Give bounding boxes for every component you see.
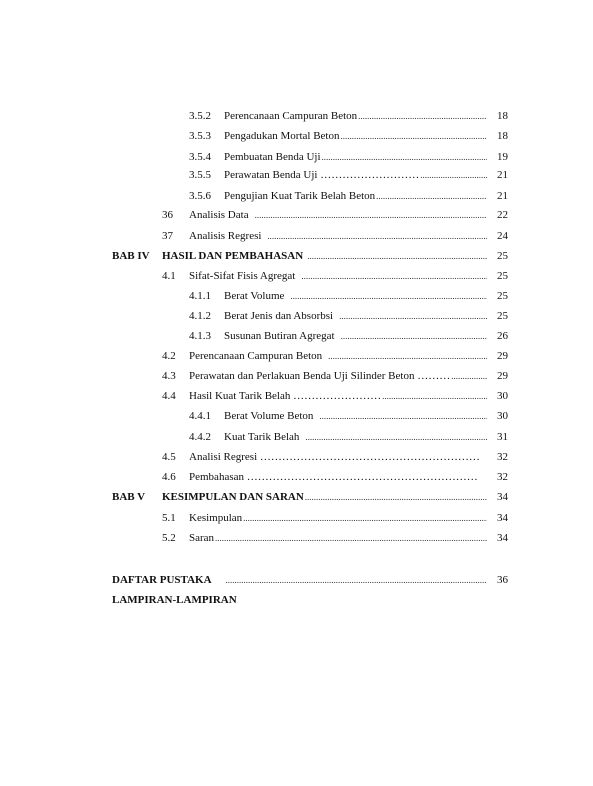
entry-number: 4.6 xyxy=(162,471,176,483)
entry-number: 4.1.2 xyxy=(189,310,211,322)
toc-chapter xyxy=(112,594,487,610)
entry-title: Pembuatan Benda Uji xyxy=(224,151,321,163)
entry-number: 4.1.1 xyxy=(189,290,211,302)
entry-title: Analisi Regresi …………………………………………………… xyxy=(189,451,480,463)
toc-entry xyxy=(189,151,487,167)
leader-dots xyxy=(267,231,487,241)
leader-dots xyxy=(322,152,487,162)
entry-title: Kesimpulan xyxy=(189,512,243,524)
toc-entry xyxy=(162,350,487,366)
entry-title: Perencanaan Campuran Beton xyxy=(189,350,323,362)
entry-title: Perawatan dan Perlakuan Benda Uji Silinder Beton ……… xyxy=(189,370,451,382)
entry-title: Sifat-Sifat Fisis Agregat xyxy=(189,270,296,282)
entry-title: Analisis Regresi xyxy=(189,230,262,242)
leader-dots xyxy=(339,311,487,321)
chapter-title: KESIMPULAN DAN SARAN xyxy=(162,491,304,503)
entry-number: 4.2 xyxy=(162,350,176,362)
toc-chapter xyxy=(112,250,487,266)
entry-page: 21 xyxy=(497,190,508,202)
toc-entry xyxy=(162,390,487,406)
entry-page: 31 xyxy=(497,431,508,443)
entry-page: 21 xyxy=(497,169,508,181)
entry-number: 5.1 xyxy=(162,512,176,524)
entry-page: 32 xyxy=(497,471,508,483)
leader-dots xyxy=(328,351,487,361)
entry-number: 3.5.3 xyxy=(189,130,211,142)
entry-page: 18 xyxy=(497,130,508,142)
leader-dots xyxy=(215,533,487,543)
chapter-title: HASIL DAN PEMBAHASAN xyxy=(162,250,304,262)
leader-dots xyxy=(341,331,487,341)
leader-dots xyxy=(255,210,487,220)
entry-page: 34 xyxy=(497,491,508,503)
toc-entry xyxy=(189,431,487,447)
leader-dots xyxy=(307,251,487,261)
entry-number: 3.5.2 xyxy=(189,110,211,122)
leader-dots xyxy=(358,111,487,121)
entry-number: 4.5 xyxy=(162,451,176,463)
entry-number: 4.4 xyxy=(162,390,176,402)
toc-entry xyxy=(189,290,487,306)
entry-page: 26 xyxy=(497,330,508,342)
entry-title: Pembahasan ……………………………………………………… xyxy=(189,471,478,483)
toc-entry xyxy=(189,169,487,185)
leader-dots xyxy=(305,432,487,442)
entry-title: Susunan Butiran Agregat xyxy=(224,330,335,342)
leader-dots xyxy=(290,291,487,301)
toc-entry xyxy=(162,512,487,528)
entry-number: 5.2 xyxy=(162,532,176,544)
toc-entry xyxy=(162,451,487,467)
entry-page: 30 xyxy=(497,390,508,402)
toc-entry xyxy=(189,130,487,146)
entry-page: 25 xyxy=(497,290,508,302)
chapter-number: BAB IV xyxy=(112,250,150,262)
entry-page: 18 xyxy=(497,110,508,122)
toc-entry xyxy=(162,209,487,225)
leader-dots xyxy=(319,411,487,421)
entry-number: 4.4.2 xyxy=(189,431,211,443)
entry-title: Berat Volume xyxy=(224,290,285,302)
entry-title: Berat Jenis dan Absorbsi xyxy=(224,310,334,322)
entry-number: 4.4.1 xyxy=(189,410,211,422)
leader-dots xyxy=(340,131,487,141)
toc-entry xyxy=(189,330,487,346)
leader-dots xyxy=(382,391,487,401)
entry-title: Perencanaan Campuran Beton xyxy=(224,110,358,122)
entry-number: 4.3 xyxy=(162,370,176,382)
entry-number: 3.5.5 xyxy=(189,169,211,181)
entry-title: Perawatan Benda Uji ……………………… xyxy=(224,169,420,181)
entry-title: Hasil Kuat Tarik Belah …………………… xyxy=(189,390,382,402)
leader-dots xyxy=(451,371,487,381)
entry-number: 4.1.3 xyxy=(189,330,211,342)
entry-page: 19 xyxy=(497,151,508,163)
toc-entry xyxy=(162,270,487,286)
entry-title: Pengadukan Mortal Beton xyxy=(224,130,340,142)
entry-page: 25 xyxy=(497,310,508,322)
toc-entry xyxy=(162,471,487,487)
toc-entry xyxy=(189,410,487,426)
entry-page: 29 xyxy=(497,370,508,382)
entry-page: 25 xyxy=(497,250,508,262)
chapter-number: BAB V xyxy=(112,491,146,503)
entry-page: 32 xyxy=(497,451,508,463)
leader-dots xyxy=(376,191,487,201)
toc-entry xyxy=(162,370,487,386)
entry-number: 3.5.4 xyxy=(189,151,211,163)
entry-number: 4.1 xyxy=(162,270,176,282)
chapter-title: DAFTAR PUSTAKA xyxy=(112,574,212,586)
entry-page: 22 xyxy=(497,209,508,221)
entry-page: 34 xyxy=(497,532,508,544)
toc-chapter xyxy=(112,574,487,590)
entry-page: 25 xyxy=(497,270,508,282)
entry-page: 34 xyxy=(497,512,508,524)
entry-page: 36 xyxy=(497,574,508,586)
toc-entry xyxy=(189,310,487,326)
entry-page: 29 xyxy=(497,350,508,362)
leader-dots xyxy=(226,575,487,585)
toc-entry xyxy=(162,532,487,548)
toc-entry xyxy=(162,230,487,246)
chapter-title: LAMPIRAN-LAMPIRAN xyxy=(112,594,237,606)
toc-entry xyxy=(189,110,487,126)
entry-number: 36 xyxy=(162,209,173,221)
entry-title: Berat Volume Beton xyxy=(224,410,314,422)
leader-dots xyxy=(305,492,487,502)
entry-number: 37 xyxy=(162,230,173,242)
toc-chapter xyxy=(112,491,487,507)
entry-number: 3.5.6 xyxy=(189,190,211,202)
entry-page: 24 xyxy=(497,230,508,242)
entry-page: 30 xyxy=(497,410,508,422)
entry-title: Analisis Data xyxy=(189,209,249,221)
entry-title: Saran xyxy=(189,532,215,544)
entry-title: Pengujian Kuat Tarik Belah Beton xyxy=(224,190,376,202)
leader-dots xyxy=(243,513,487,523)
toc-entry xyxy=(189,190,487,206)
entry-title: Kuat Tarik Belah xyxy=(224,431,300,443)
leader-dots xyxy=(420,170,487,180)
leader-dots xyxy=(301,271,487,281)
